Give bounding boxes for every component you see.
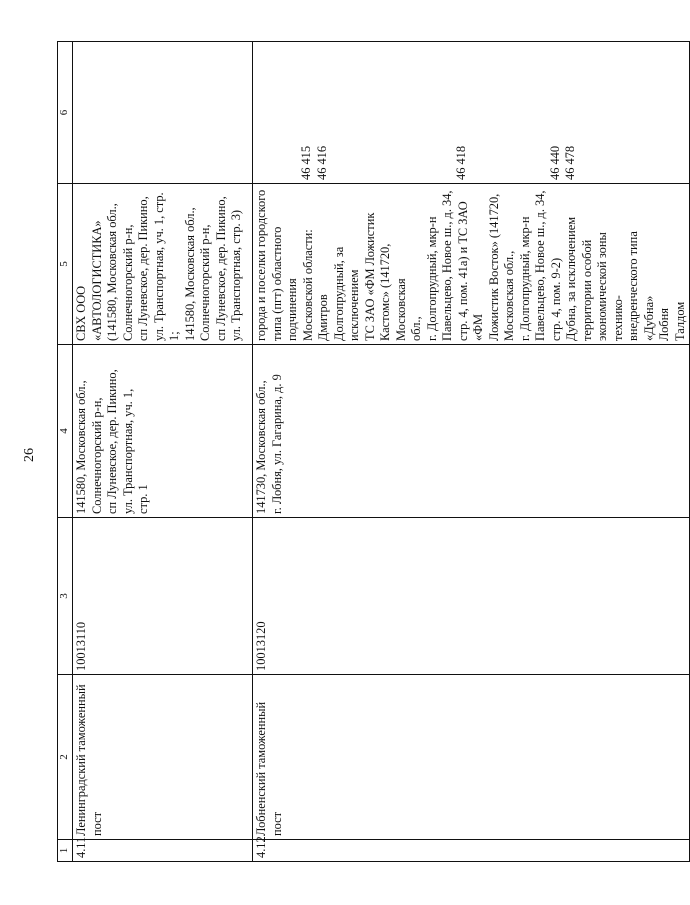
address-line: стр. 1	[136, 484, 150, 514]
post-address	[253, 345, 690, 518]
region-line: СВХ ООО	[74, 285, 88, 341]
region-line: Дмитров	[316, 294, 330, 341]
region-line: г. Долгопрудный, мкр-н	[517, 216, 532, 341]
region-line: Долгопрудный, за исключением	[331, 246, 361, 341]
region-line: территории особой	[579, 239, 594, 341]
okato-code: 46 416	[314, 145, 329, 180]
row-number: 4.11	[73, 840, 253, 862]
post-code: 10013120	[253, 518, 690, 675]
region-line: г. Долгопрудный, мкр-н	[424, 216, 439, 341]
col-header-3: 3	[58, 518, 73, 675]
region-line: обл.,	[409, 316, 423, 341]
region-line: Талдом	[672, 301, 687, 341]
region-line: 141580, Московская обл.,	[182, 207, 197, 341]
region-cell	[253, 184, 690, 345]
okato-cell	[73, 42, 253, 184]
okato-code: 46 440	[547, 145, 562, 180]
region-line: Московской области:	[300, 229, 315, 341]
page-number: 26	[22, 448, 37, 462]
region-line: Московская обл.,	[502, 250, 516, 341]
region-line: стр. 4, пом. 41а) и ТС ЗАО «ФМ	[455, 201, 485, 341]
okato-code: 46 415	[299, 145, 313, 180]
region-line: (141580, Московская обл.,	[105, 203, 119, 341]
address-line: 141730, Московская обл.,	[254, 380, 268, 514]
okato-code: 46 418	[454, 145, 468, 180]
address-line: г. Лобня, ул. Гагарина, д. 9	[269, 374, 284, 514]
address-line: 141580, Московская обл.,	[74, 380, 88, 514]
col-header-1: 1	[58, 840, 73, 862]
col-header-5: 5	[58, 184, 73, 345]
region-line: Кастомс» (141720, Московская	[378, 243, 408, 341]
col-header-6: 6	[58, 42, 73, 184]
region-line: Ложистик Восток» (141720,	[486, 193, 501, 341]
region-line: ТС ЗАО «ФМ Ложистик	[362, 212, 377, 341]
table-row	[73, 42, 253, 862]
okato-cell	[253, 42, 690, 184]
row-number: 4.12	[253, 840, 690, 862]
region-line: Солнечногорский р-н,	[198, 224, 212, 341]
address-line: ул. Транспортная, уч. 1,	[120, 388, 135, 514]
address-line: Солнечногорский р-н,	[89, 397, 104, 514]
table-row	[253, 42, 690, 862]
post-address	[73, 345, 253, 518]
okato-code: 46 478	[563, 145, 577, 180]
region-line: сп Луневское, дер. Пикино,	[213, 196, 228, 341]
region-line: Павельцево, Новое ш., д. 34,	[440, 190, 454, 341]
customs-posts-table	[57, 41, 690, 862]
region-line: Павельцево, Новое ш., д. 34,	[533, 190, 547, 341]
col-header-4: 4	[58, 345, 73, 518]
post-name: Лобненский таможенный пост	[253, 675, 690, 840]
region-line: сп Луневское, дер. Пикино,	[136, 196, 150, 341]
region-line: ул. Транспортная, стр. 3)	[229, 209, 243, 341]
region-line: внедренческого типа «Дубна»	[626, 231, 656, 341]
region-cell	[73, 184, 253, 345]
post-code: 10013110	[73, 518, 253, 675]
region-line: ул. Транспортная, уч. 1, стр. 1;	[151, 192, 181, 341]
region-line: экономической зоны технико-	[595, 232, 625, 341]
post-name: Ленинградский таможенный пост	[73, 675, 253, 840]
address-line: сп Луневское, дер. Пикино,	[105, 369, 119, 514]
region-line: Солнечногорский р-н,	[120, 224, 135, 341]
region-line: города и поселки городского	[254, 189, 268, 341]
region-line: стр. 4, пом. 9-2)	[548, 257, 563, 341]
region-line: Лобня	[657, 308, 671, 341]
region-line: Дубна, за исключением	[564, 216, 578, 341]
region-line: «АВТОЛОГИСТИКА»	[89, 220, 104, 341]
header-row	[58, 42, 73, 862]
col-header-2: 2	[58, 675, 73, 840]
region-line: типа (пгт) областного подчинения	[269, 226, 299, 341]
rotated-table-container	[57, 42, 687, 862]
